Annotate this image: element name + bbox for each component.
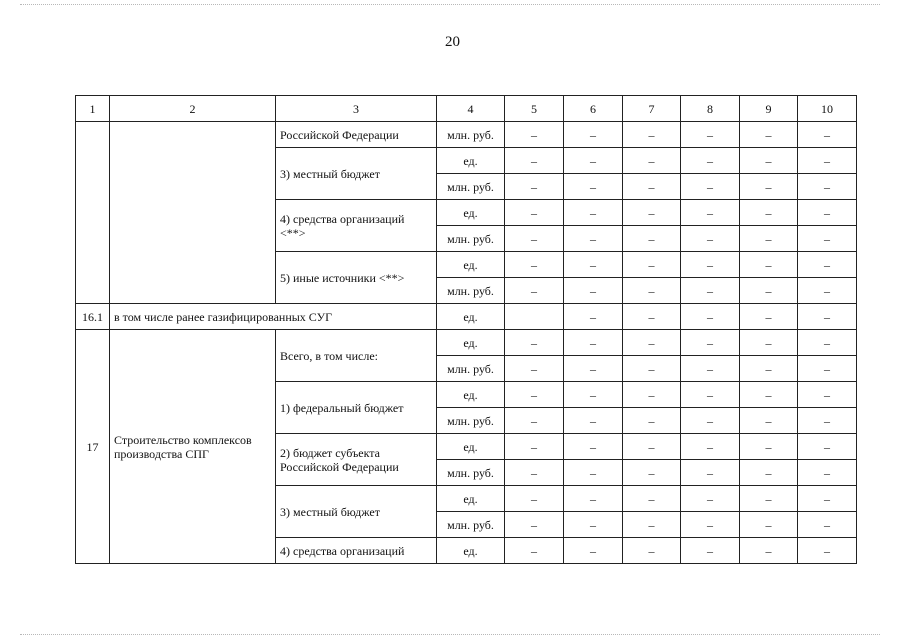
- header-cell: 8: [681, 96, 740, 122]
- value-cell: –: [564, 434, 623, 460]
- header-cell: 7: [623, 96, 681, 122]
- table-row: [76, 122, 857, 148]
- header-row: [76, 96, 857, 122]
- value-cell: –: [681, 304, 740, 330]
- unit-cell: млн. руб.: [437, 226, 505, 252]
- row-name-cell: [110, 122, 276, 304]
- value-cell: –: [740, 252, 798, 278]
- value-cell: –: [681, 278, 740, 304]
- value-cell: –: [623, 512, 681, 538]
- value-cell: –: [564, 148, 623, 174]
- value-cell: –: [798, 174, 857, 200]
- value-cell: –: [564, 538, 623, 564]
- value-cell: –: [564, 512, 623, 538]
- source-cell: Всего, в том числе:: [276, 330, 437, 382]
- value-cell: –: [798, 434, 857, 460]
- value-cell: –: [798, 512, 857, 538]
- value-cell: –: [505, 330, 564, 356]
- value-cell: –: [798, 148, 857, 174]
- source-cell: 3) местный бюджет: [276, 148, 437, 200]
- source-cell: 2) бюджет субъекта Российской Федерации: [276, 434, 437, 486]
- value-cell: –: [798, 460, 857, 486]
- value-cell: –: [505, 512, 564, 538]
- row-number-cell: [76, 122, 110, 304]
- value-cell: –: [798, 122, 857, 148]
- source-cell: 1) федеральный бюджет: [276, 382, 437, 434]
- unit-cell: ед.: [437, 148, 505, 174]
- value-cell: –: [623, 252, 681, 278]
- value-cell: –: [564, 304, 623, 330]
- unit-cell: ед.: [437, 252, 505, 278]
- value-cell: –: [740, 278, 798, 304]
- value-cell: –: [564, 122, 623, 148]
- value-cell: –: [681, 174, 740, 200]
- value-cell: –: [798, 226, 857, 252]
- header-cell: 6: [564, 96, 623, 122]
- value-cell: –: [505, 200, 564, 226]
- unit-cell: ед.: [437, 200, 505, 226]
- unit-cell: млн. руб.: [437, 278, 505, 304]
- value-cell: –: [564, 200, 623, 226]
- value-cell: –: [798, 252, 857, 278]
- value-cell: –: [623, 408, 681, 434]
- value-cell: –: [623, 304, 681, 330]
- value-cell: –: [740, 408, 798, 434]
- value-cell: –: [681, 200, 740, 226]
- value-cell: –: [623, 226, 681, 252]
- row-number-cell: 16.1: [76, 304, 110, 330]
- value-cell: –: [564, 174, 623, 200]
- value-cell: –: [505, 226, 564, 252]
- value-cell: –: [681, 226, 740, 252]
- value-cell: –: [740, 356, 798, 382]
- unit-cell: ед.: [437, 304, 505, 330]
- source-cell: Российской Федерации: [276, 122, 437, 148]
- value-cell: –: [623, 278, 681, 304]
- header-cell: 2: [110, 96, 276, 122]
- value-cell: –: [681, 122, 740, 148]
- unit-cell: млн. руб.: [437, 512, 505, 538]
- unit-cell: млн. руб.: [437, 356, 505, 382]
- value-cell: –: [681, 460, 740, 486]
- table-row: [76, 304, 857, 330]
- value-cell: –: [505, 148, 564, 174]
- value-cell: –: [681, 512, 740, 538]
- value-cell: –: [564, 486, 623, 512]
- value-cell: –: [505, 174, 564, 200]
- value-cell: –: [681, 330, 740, 356]
- unit-cell: ед.: [437, 382, 505, 408]
- value-cell: –: [740, 382, 798, 408]
- value-cell: –: [505, 538, 564, 564]
- value-cell: –: [505, 382, 564, 408]
- scan-artifact-bottom: [20, 634, 880, 635]
- value-cell: –: [798, 356, 857, 382]
- value-cell: –: [740, 200, 798, 226]
- value-cell: –: [740, 226, 798, 252]
- value-cell: –: [505, 252, 564, 278]
- header-cell: 1: [76, 96, 110, 122]
- unit-cell: ед.: [437, 330, 505, 356]
- scan-artifact-top: [20, 4, 880, 5]
- value-cell: –: [623, 148, 681, 174]
- value-cell: –: [740, 330, 798, 356]
- row-number-cell: 17: [76, 330, 110, 564]
- source-cell: 4) средства организаций <**>: [276, 200, 437, 252]
- value-cell: –: [798, 330, 857, 356]
- value-cell: –: [681, 408, 740, 434]
- value-cell: –: [505, 408, 564, 434]
- value-cell: [505, 304, 564, 330]
- value-cell: –: [564, 226, 623, 252]
- header-cell: 4: [437, 96, 505, 122]
- value-cell: –: [798, 382, 857, 408]
- value-cell: –: [623, 174, 681, 200]
- value-cell: –: [564, 356, 623, 382]
- value-cell: –: [505, 434, 564, 460]
- value-cell: –: [740, 460, 798, 486]
- value-cell: –: [681, 382, 740, 408]
- value-cell: –: [798, 278, 857, 304]
- unit-cell: ед.: [437, 434, 505, 460]
- value-cell: –: [564, 330, 623, 356]
- value-cell: –: [623, 122, 681, 148]
- data-table: [75, 95, 857, 564]
- unit-cell: млн. руб.: [437, 460, 505, 486]
- value-cell: –: [623, 538, 681, 564]
- value-cell: –: [740, 304, 798, 330]
- header-cell: 10: [798, 96, 857, 122]
- value-cell: –: [681, 252, 740, 278]
- source-cell: 3) местный бюджет: [276, 486, 437, 538]
- value-cell: –: [798, 408, 857, 434]
- value-cell: –: [740, 538, 798, 564]
- header-cell: 9: [740, 96, 798, 122]
- unit-cell: млн. руб.: [437, 122, 505, 148]
- value-cell: –: [564, 460, 623, 486]
- value-cell: –: [740, 122, 798, 148]
- value-cell: –: [505, 486, 564, 512]
- value-cell: –: [505, 122, 564, 148]
- value-cell: –: [623, 434, 681, 460]
- value-cell: –: [564, 278, 623, 304]
- value-cell: –: [623, 460, 681, 486]
- value-cell: –: [681, 148, 740, 174]
- value-cell: –: [623, 330, 681, 356]
- value-cell: –: [623, 382, 681, 408]
- unit-cell: млн. руб.: [437, 174, 505, 200]
- value-cell: –: [740, 434, 798, 460]
- value-cell: –: [740, 174, 798, 200]
- page-number: 20: [445, 34, 460, 50]
- source-cell: 4) средства организаций: [276, 538, 437, 564]
- value-cell: –: [505, 356, 564, 382]
- value-cell: –: [505, 278, 564, 304]
- unit-cell: ед.: [437, 538, 505, 564]
- row-name-cell: Строительство комплексов производства СПГ: [110, 330, 276, 564]
- value-cell: –: [798, 200, 857, 226]
- value-cell: –: [564, 408, 623, 434]
- value-cell: –: [681, 486, 740, 512]
- value-cell: –: [740, 148, 798, 174]
- value-cell: –: [623, 356, 681, 382]
- header-cell: 5: [505, 96, 564, 122]
- value-cell: –: [623, 200, 681, 226]
- value-cell: –: [740, 486, 798, 512]
- value-cell: –: [798, 538, 857, 564]
- value-cell: –: [564, 252, 623, 278]
- value-cell: –: [740, 512, 798, 538]
- value-cell: –: [681, 434, 740, 460]
- unit-cell: млн. руб.: [437, 408, 505, 434]
- table-row: [76, 330, 857, 356]
- unit-cell: ед.: [437, 486, 505, 512]
- value-cell: –: [623, 486, 681, 512]
- header-cell: 3: [276, 96, 437, 122]
- value-cell: –: [681, 538, 740, 564]
- source-cell: 5) иные источники <**>: [276, 252, 437, 304]
- value-cell: –: [564, 382, 623, 408]
- value-cell: –: [798, 304, 857, 330]
- value-cell: –: [681, 356, 740, 382]
- value-cell: –: [798, 486, 857, 512]
- row-name-cell: в том числе ранее газифицированных СУГ: [110, 304, 437, 330]
- value-cell: –: [505, 460, 564, 486]
